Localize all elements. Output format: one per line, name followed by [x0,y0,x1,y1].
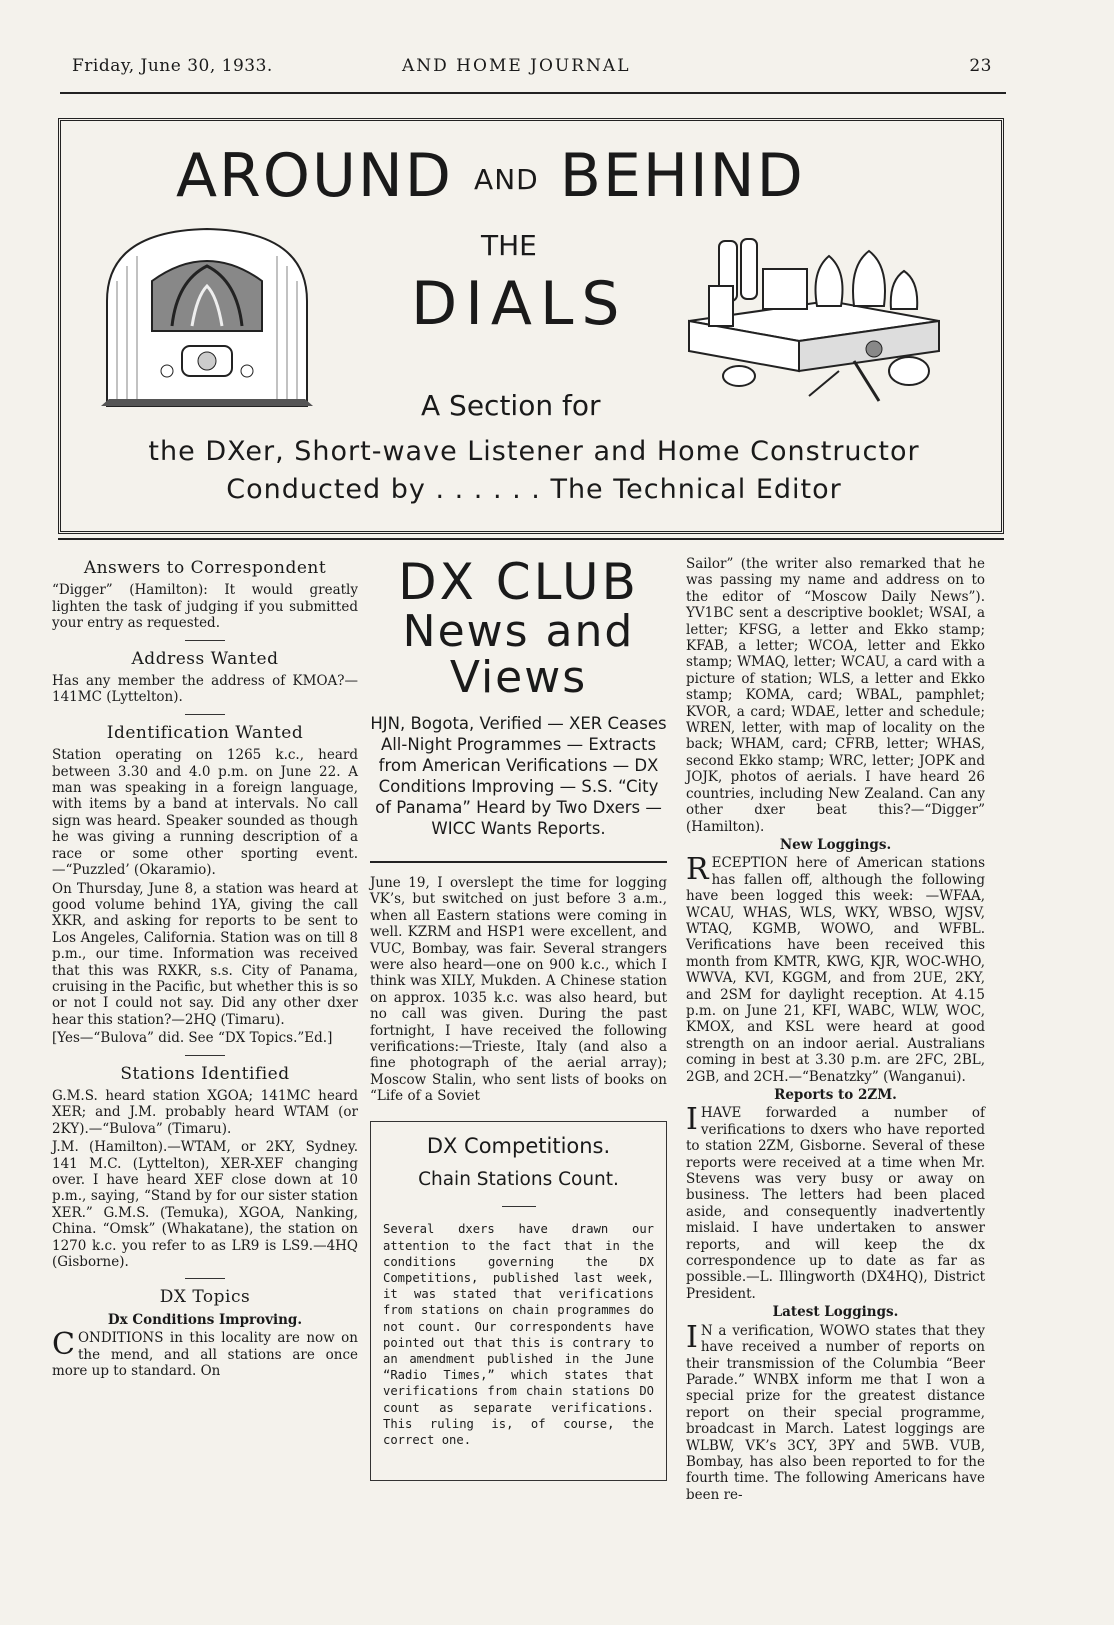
competitions-subtitle: Chain Stations Count. [418,1168,619,1190]
page-header [72,56,992,82]
subheading-conditions: Dx Conditions Improving. [107,1311,303,1328]
heading-new-loggings: New Loggings. [779,836,892,853]
stations-paragraph: G.M.S. heard station XGOA; 141MC heard XER; and J.M. probably heard WTAM (or 2KY).—“Bulova” (Timaru). [52,1087,358,1137]
banner-bottom-rule [58,538,1004,540]
ident-paragraph: On Thursday, June 8, a station was heard at good volume behind 1YA, giving the call XKR, and asking for reports to be sent to Los Angeles, California. Station was on till 8 p.m., our time. Information was received that this was RXKR, s.s. City of Panama, cruising in the Pacific, but whether this is so or not I could not say. Did any other dxer hear this station?—2HQ (Timaru). [52,880,358,1028]
latest-loggings-body: N a verification, WOWO states that they have received a number of reports on their transmission of the Columbia “Beer Parade.” WNBX inform me that I won a special prize for the greatest distance report on their special programme, broadcast in March. Latest loggings are WLBW, VK’s 3CY, 3PY and 5WB. VUB, Bombay, has also been reported to for the fourth time. The following Americans have been re- [686,1322,985,1503]
title-around: AROUND [176,141,453,211]
new-loggings-body: ECEPTION here of American stations has fallen off, although the following have been logged this week: —WFAA, WCAU, WHAS, WLS, WKY, WBSO, WJSV, WTAQ, KGMB, WOWO, and WFBL. Verifications have been received this month from KMTR, KWG, KJR, WOC-WHO, WWVA, KVI, KGGM, and from 2UE, 2KY, and 2SM for daylight reception. At 4.15 p.m. on June 21, KFI, WABC, WLW, WOC, KMOX, and KSL were heard at good strength on an indoor aerial. Australians coming in best at 3.30 p.m. are 2FC, 2BL, 2GB, and 2CH.—“Benatzky” (Wanganui). [686,855,985,1085]
divider [502,1206,536,1207]
heading-answers: Answers to Correspondent [83,558,327,578]
divider [185,1278,225,1279]
divider [185,1055,225,1056]
drop-cap: R [686,852,709,888]
divider [185,714,225,715]
divider [185,640,225,641]
header-rule [60,92,1006,94]
drop-cap: I [686,1319,698,1355]
address-text: Has any member the address of KMOA?—141MC (Lyttelton). [52,673,358,706]
continued-text: Sailor” (the writer also remarked that he was passing my name and address on to the editor of “Moscow Daily News”). YV1BC sent a descriptive booklet; WSAI, a letter; KFSG, a letter and Ekko stamp; KFAB, a letter; WCOA, letter and Ekko stamp; WMAQ, letter; WCAU, a card with a picture of station; WLS, a letter and Ekko stamp; KOMA, card; WBAL, pamphlet; KVOR, a card; WDAE, letter and schedule; WREN, letter, with map of locality on the back; WHAM, card; CFRB, letter; WHAS, second Ekko stamp; WRC, letter; JOPK and JOJK, photos of aerials. I have heard 26 countries, including New Zealand. Can any other dxer beat this?—“Digger” (Hamilton). [686,556,985,835]
club-article-text: June 19, I overslept the time for logging VK’s, but switched on just before 3 a.m., when all Eastern stations were coming in well. KZRM and HSP1 were excellent, and VUC, Bombay, was fair. Several strangers were also heard—one on 900 k.c., which I think was XILY, Mukden. A Chinese station on approx. 1035 k.c. was also heard, but no call was given. During the past fortnight, I have received the following verifications:—Trieste, Italy (and also a fine photograph of the aerial array); Moscow Stalin, who sent lists of books on “Life of a Soviet [370,874,667,1105]
dx-competitions-box [370,1121,667,1481]
column-left [52,556,358,1381]
competitions-title: DX Competitions. [426,1133,611,1158]
heading-reports-2zm: Reports to 2ZM. [774,1087,897,1103]
reports-text [686,1102,985,1302]
heading-latest-loggings: Latest Loggings. [772,1304,899,1321]
heading-address-wanted: Address Wanted [131,648,279,669]
answers-text: “Digger” (Hamilton): It would greatly lighten the task of judging if you submitted your entry as requested. [52,582,358,632]
cathedral-radio-illustration [97,221,317,411]
radio-chassis-illustration [679,211,959,411]
issue-date: Friday, June 30, 1933. [72,56,273,76]
title-dials: DIALS [411,269,628,339]
banner-byline: Conducted by . . . . . . The Technical Editor [226,474,842,505]
ident-editor-note: [Yes—“Bulova” did. See “DX Topics.”Ed.] [52,1030,333,1047]
title-and: AND [474,162,539,196]
title-the: THE [481,229,537,262]
section-for: A Section for [421,389,601,422]
ident-paragraph: Station operating on 1265 k.c., heard between 3.30 and 4.0 p.m. on June 22. A man was speaking in a foreign language, with items by a band at intervals. No call sign was heard. Speaker sounded as though he was giving a running description of a race or some other sporting event.—“Puzzled’ (Okaramio). [52,747,358,879]
journal-name: AND HOME JOURNAL [402,56,631,76]
reports-body: HAVE forwarded a number of verifications to dxers who have reported to station 2ZM, Gisborne. Several of these reports were received at a time when Mr. Stevens was very busy or away on business. The letters had been placed aside, and consequently inadvertently mislaid. I have undertaken to answer reports, and will keep the dx correspondence up to date as far as possible.—L. Illingworth (DX4HQ), District President. [686,1105,985,1302]
conditions-text [52,1327,358,1380]
heading-stations-identified: Stations Identified [120,1063,290,1084]
banner-title [176,141,896,211]
heading-dx-topics: DX Topics [159,1287,251,1308]
dx-club-title [370,553,667,703]
section-banner [58,118,1004,534]
drop-cap: I [686,1102,698,1138]
club-title-line1: DX CLUB [398,553,639,611]
competitions-text: Several dxers have drawn our attention to the fact that in the conditions governing the DX Competitions, published last week, it was stated that verifications from stations on chain programmes do not count. Our correspondents have pointed out that this is contrary to an amendment published in the June “Radio Times,” which states that verifications from chain stations DO count as separate verifications. This ruling is, of course, the correct one. [383,1222,654,1448]
column-right [686,556,985,1505]
club-rule [370,861,667,863]
title-behind: BEHIND [559,141,805,211]
column-middle [370,553,667,1481]
club-subheadline: HJN, Bogota, Verified — XER Ceases All-Night Programmes — Extracts from American Verifications — DX Conditions Improving — S.S. “City of Panama” Heard by Two Dxers — WICC Wants Reports. [370,713,667,838]
conditions-body: ONDITIONS in this locality are now on the mend, and all stations are once more up to standard. On [52,1330,358,1380]
drop-cap: C [52,1327,75,1363]
club-title-line3: Views [449,651,588,703]
page-number: 23 [969,56,992,76]
heading-identification: Identification Wanted [106,722,304,743]
new-loggings-text [686,852,985,1085]
club-title-line2: News and [402,605,635,657]
banner-subtitle: the DXer, Short-wave Listener and Home Constructor [148,436,920,467]
stations-paragraph: J.M. (Hamilton).—WTAM, or 2KY, Sydney. 141 M.C. (Lyttelton), XER-XEF changing over. I have heard XEF close down at 10 p.m., saying, “Stand by for our sister station XER.” G.M.S. (Temuka), XGOA, Nanking, China. “Omsk” (Whakatane), the station on 1270 k.c. you refer to as LR9 is LS9.—4HQ (Gisborne). [52,1139,358,1271]
latest-loggings-text [686,1319,985,1503]
